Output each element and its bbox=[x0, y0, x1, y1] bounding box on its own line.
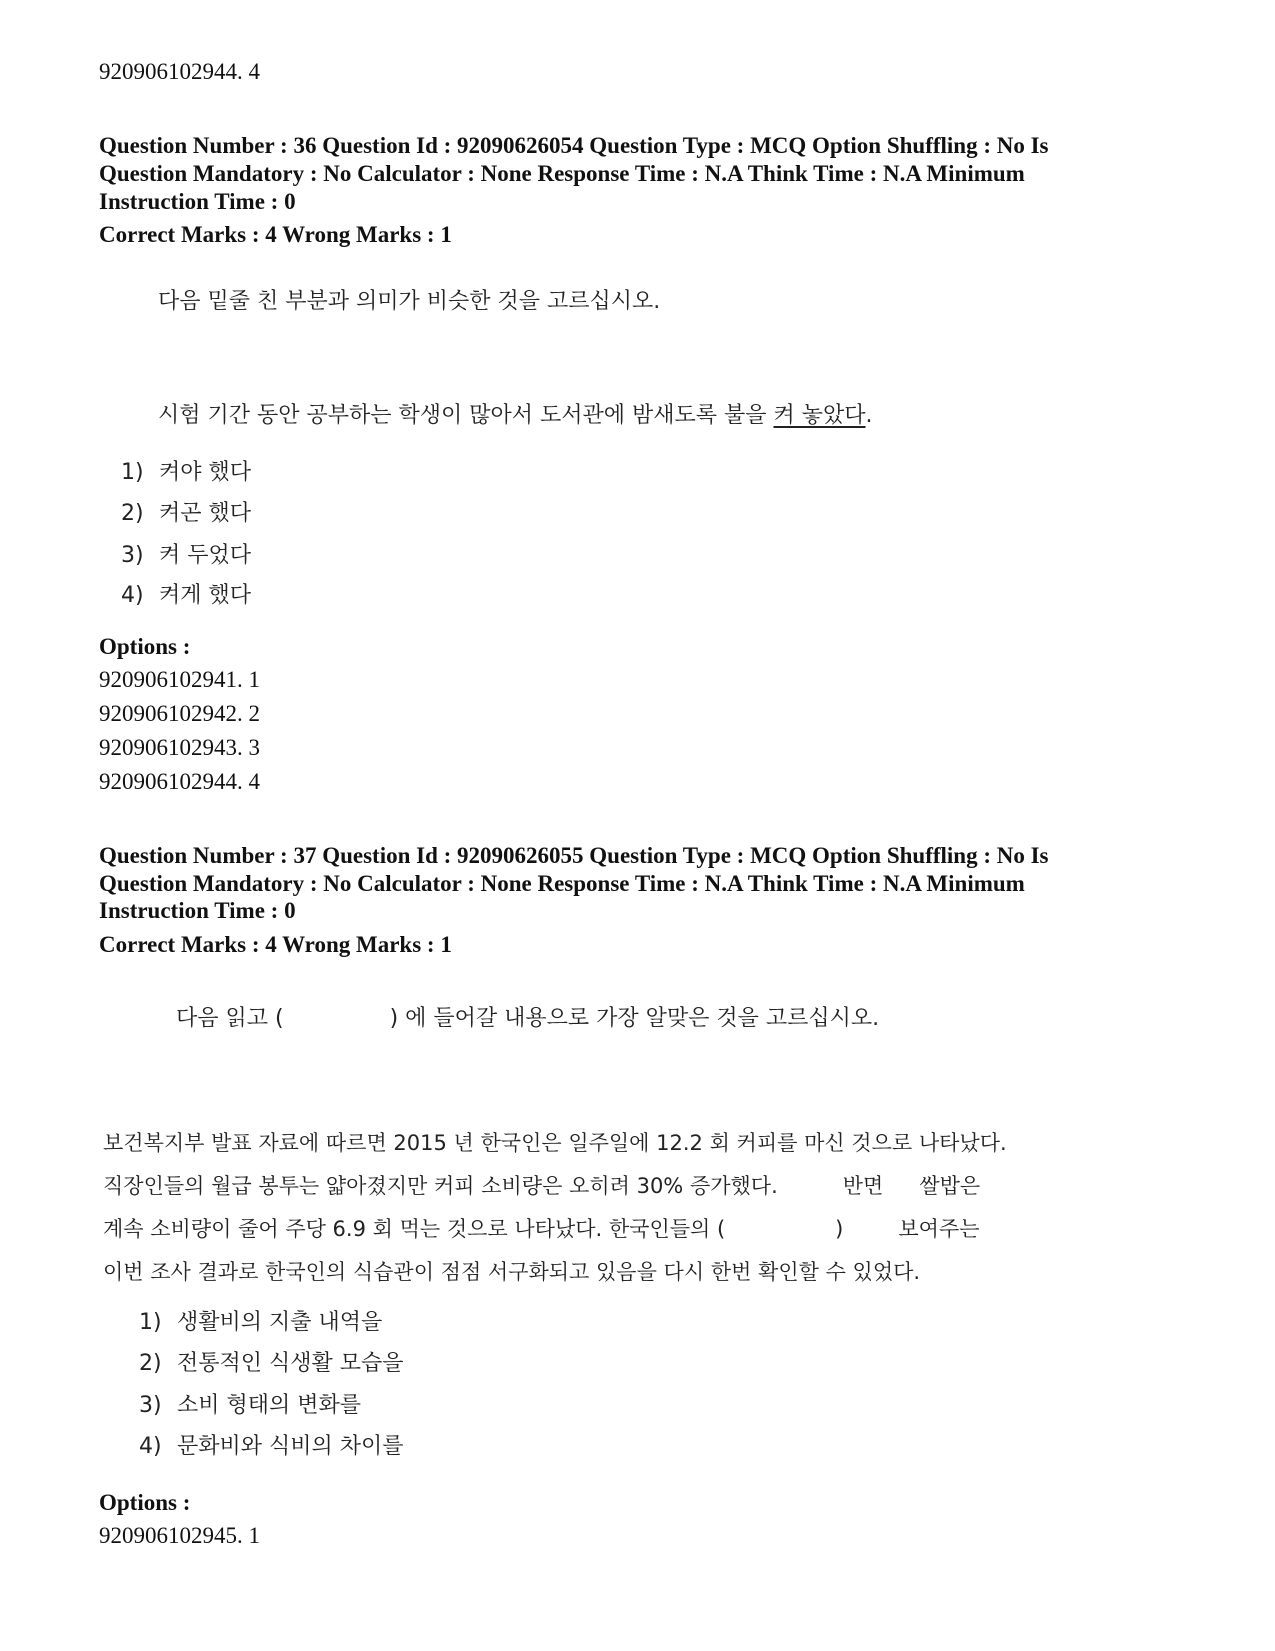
q36-stem bbox=[158, 398, 873, 429]
q37-instruction-start: 다음 읽고 ( bbox=[176, 1006, 284, 1031]
q36-option-2: 920906102942. 2 bbox=[99, 701, 260, 726]
q37-paragraph-line-4: 이번 조사 결과로 한국인의 식습관이 점점 서구화되고 있음을 다시 한번 확인할 수 있었다. bbox=[103, 1260, 921, 1284]
q37-option-1: 920906102945. 1 bbox=[99, 1523, 260, 1548]
choice-number: 1) bbox=[139, 1310, 162, 1335]
q36-stem-text: 시험 기간 동안 공부하는 학생이 많아서 도서관에 밤새도록 불을 bbox=[158, 403, 774, 428]
q36-choice-3 bbox=[121, 538, 251, 569]
q37-instruction-end: ) 에 들어갈 내용으로 가장 알맞은 것을 고르십시오. bbox=[389, 1006, 880, 1031]
q37-marks: Correct Marks : 4 Wrong Marks : 1 bbox=[99, 932, 452, 957]
q36-instruction: 다음 밑줄 친 부분과 의미가 비슷한 것을 고르십시오. bbox=[158, 289, 661, 314]
q37-paragraph-line-3 bbox=[103, 1208, 980, 1251]
q37-meta-line-3: Instruction Time : 0 bbox=[99, 898, 296, 923]
q37-paragraph-line-2 bbox=[103, 1165, 980, 1208]
q36-choice-2 bbox=[121, 496, 251, 527]
q36-option-1: 920906102941. 1 bbox=[99, 667, 260, 692]
choice-text: 켜 두었다 bbox=[159, 543, 252, 568]
q36-option-3: 920906102943. 3 bbox=[99, 735, 260, 760]
q36-stem-underlined: 켜 놓았다 bbox=[773, 403, 866, 428]
choice-text: 켜게 했다 bbox=[159, 583, 252, 608]
q37-choice-3 bbox=[139, 1388, 361, 1419]
q36-meta-line-2: Question Mandatory : No Calculator : None Response Time : N.A Think Time : N.A Minimum bbox=[99, 161, 1025, 186]
q36-meta-line-3: Instruction Time : 0 bbox=[99, 189, 296, 214]
choice-number: 4) bbox=[121, 583, 144, 608]
choice-number: 3) bbox=[121, 543, 144, 568]
q37-meta-line-2: Question Mandatory : No Calculator : None Response Time : N.A Think Time : N.A Minimum bbox=[99, 871, 1025, 896]
q36-choice-4 bbox=[121, 578, 251, 609]
q37-meta-line-1: Question Number : 37 Question Id : 92090626055 Question Type : MCQ Option Shuffling : No Is bbox=[99, 843, 1049, 868]
q37-choice-2 bbox=[139, 1346, 404, 1377]
q37-choice-4 bbox=[139, 1429, 404, 1460]
choice-text: 켜야 했다 bbox=[159, 460, 252, 485]
choice-text: 소비 형태의 변화를 bbox=[177, 1393, 362, 1418]
previous-option-line: 920906102944. 4 bbox=[99, 59, 260, 84]
q37-choice-1 bbox=[139, 1305, 382, 1336]
q36-meta-line-1: Question Number : 36 Question Id : 92090626054 Question Type : MCQ Option Shuffling : No Is bbox=[99, 133, 1049, 158]
choice-text: 문화비와 식비의 차이를 bbox=[177, 1434, 404, 1459]
choice-number: 2) bbox=[121, 501, 144, 526]
choice-number: 3) bbox=[139, 1393, 162, 1418]
choice-number: 4) bbox=[139, 1434, 162, 1459]
paragraph-text: 직장인들의 월급 봉투는 얇아졌지만 커피 소비량은 오히려 30% 증가했다. bbox=[103, 1174, 778, 1198]
paragraph-text: ) bbox=[835, 1217, 844, 1241]
choice-number: 1) bbox=[121, 460, 144, 485]
q36-marks: Correct Marks : 4 Wrong Marks : 1 bbox=[99, 222, 452, 247]
q36-option-4: 920906102944. 4 bbox=[99, 769, 260, 794]
q37-instruction bbox=[176, 1001, 879, 1032]
q37-options-label: Options : bbox=[99, 1490, 191, 1515]
choice-text: 전통적인 식생활 모습을 bbox=[177, 1351, 404, 1376]
choice-text: 켜곤 했다 bbox=[159, 501, 252, 526]
paragraph-text: 계속 소비량이 줄어 주당 6.9 회 먹는 것으로 나타났다. 한국인들의 ( bbox=[103, 1217, 726, 1241]
q36-options-label: Options : bbox=[99, 634, 191, 659]
choice-number: 2) bbox=[139, 1351, 162, 1376]
paragraph-text: 쌀밥은 bbox=[919, 1174, 981, 1198]
q36-stem-period: . bbox=[865, 403, 873, 428]
q36-choice-1 bbox=[121, 455, 251, 486]
q37-paragraph-line-1: 보건복지부 발표 자료에 따르면 2015 년 한국인은 일주일에 12.2 회 커피를 마신 것으로 나타났다. bbox=[103, 1131, 1007, 1155]
choice-text: 생활비의 지출 내역을 bbox=[177, 1310, 383, 1335]
paragraph-text: 반면 bbox=[842, 1174, 884, 1198]
paragraph-text: 보여주는 bbox=[898, 1217, 980, 1241]
